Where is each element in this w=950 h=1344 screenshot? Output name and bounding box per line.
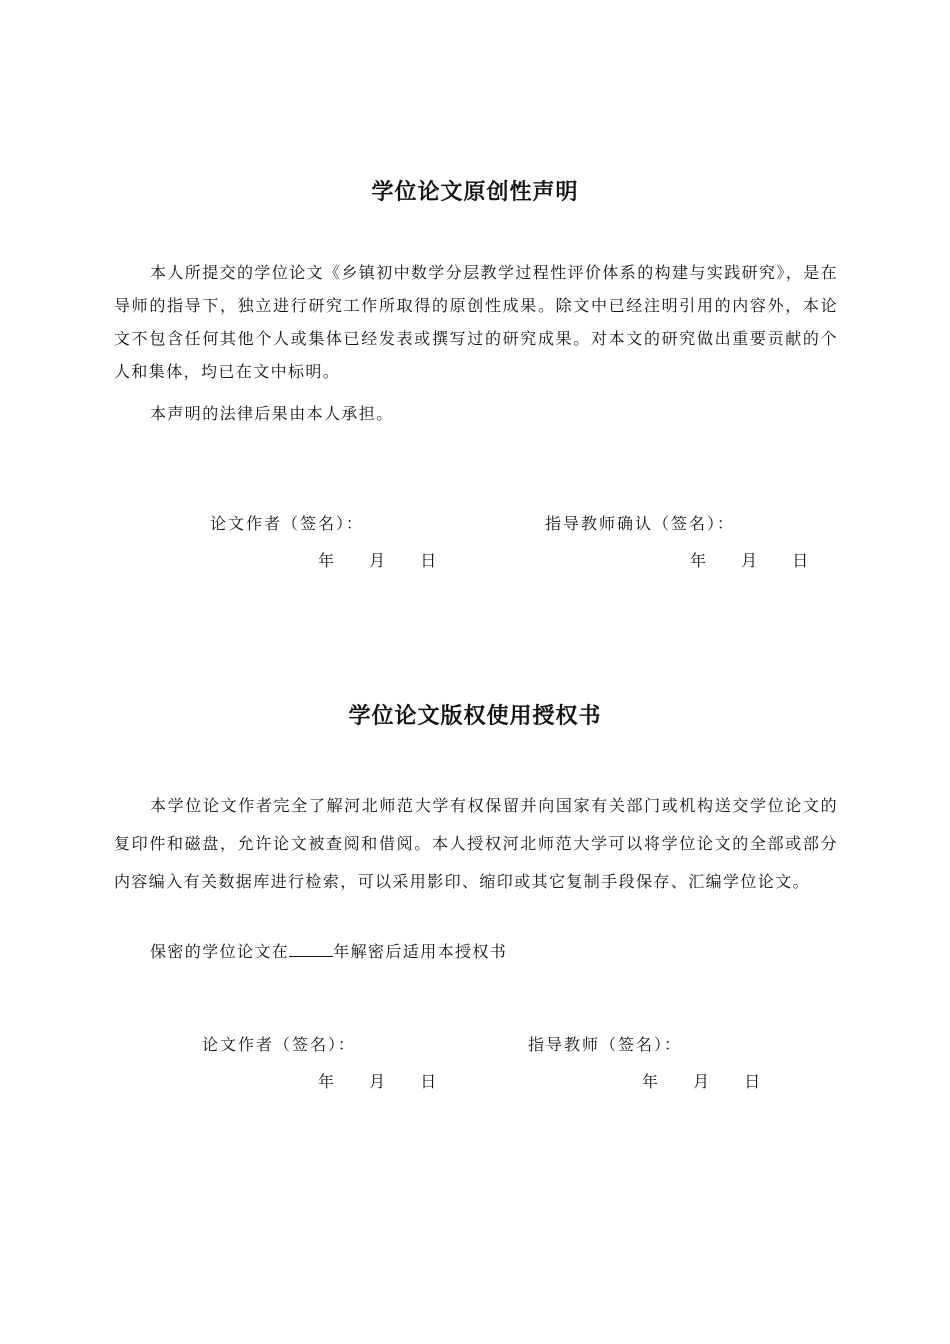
authorization-title: 学位论文版权使用授权书	[348, 704, 602, 729]
date-day: 日	[792, 551, 809, 570]
date-month: 月	[693, 1072, 710, 1091]
date-year: 年	[642, 1072, 659, 1091]
date-month: 月	[369, 551, 386, 570]
confidential-statement	[114, 938, 838, 966]
date-month: 月	[369, 1072, 386, 1091]
confidential-years-blank	[289, 942, 333, 957]
authorization-paragraph: 本学位论文作者完全了解河北师范大学有权保留并向国家有关部门或机构送交学位论文的复印件和磁盘，允许论文被查阅和借阅。本人授权河北师范大学可以将学位论文的全部或部分内容编入有关数据库进行检索，可以采用影印、缩印或其它复制手段保存、汇编学位论文。	[114, 796, 838, 891]
confidential-suffix: 年解密后适用本授权书	[333, 942, 508, 961]
date-year: 年	[690, 551, 707, 570]
date-day: 日	[420, 551, 437, 570]
authorization-advisor-date	[642, 1069, 760, 1092]
declaration-advisor-date	[690, 548, 808, 571]
date-day: 日	[744, 1072, 761, 1091]
declaration-paragraph: 本人所提交的学位论文《乡镇初中数学分层教学过程性评价体系的构建与实践研究》，是在导师的指导下，独立进行研究工作所取得的原创性成果。除文中已经注明引用的内容外，本论文不包含任何其他个人或集体已经发表或撰写过的研究成果。对本文的研究做出重要贡献的个人和集体，均已在文中标明。	[114, 263, 839, 381]
date-month: 月	[741, 551, 758, 570]
authorization-advisor-signature-label: 指导教师（签名）：	[528, 1035, 683, 1054]
date-year: 年	[318, 551, 335, 570]
authorization-author-signature-label: 论文作者（签名）：	[202, 1035, 357, 1054]
confidential-prefix: 保密的学位论文在	[150, 942, 290, 961]
declaration-advisor-signature-label: 指导教师确认（签名）：	[545, 514, 736, 533]
declaration-author-date	[318, 548, 436, 571]
date-day: 日	[420, 1072, 437, 1091]
authorization-author-date	[318, 1069, 436, 1092]
date-year: 年	[318, 1072, 335, 1091]
declaration-title: 学位论文原创性声明	[371, 180, 579, 205]
declaration-author-signature-label: 论文作者（签名）：	[210, 514, 365, 533]
legal-consequence-paragraph: 本声明的法律后果由本人承担。	[150, 404, 394, 423]
